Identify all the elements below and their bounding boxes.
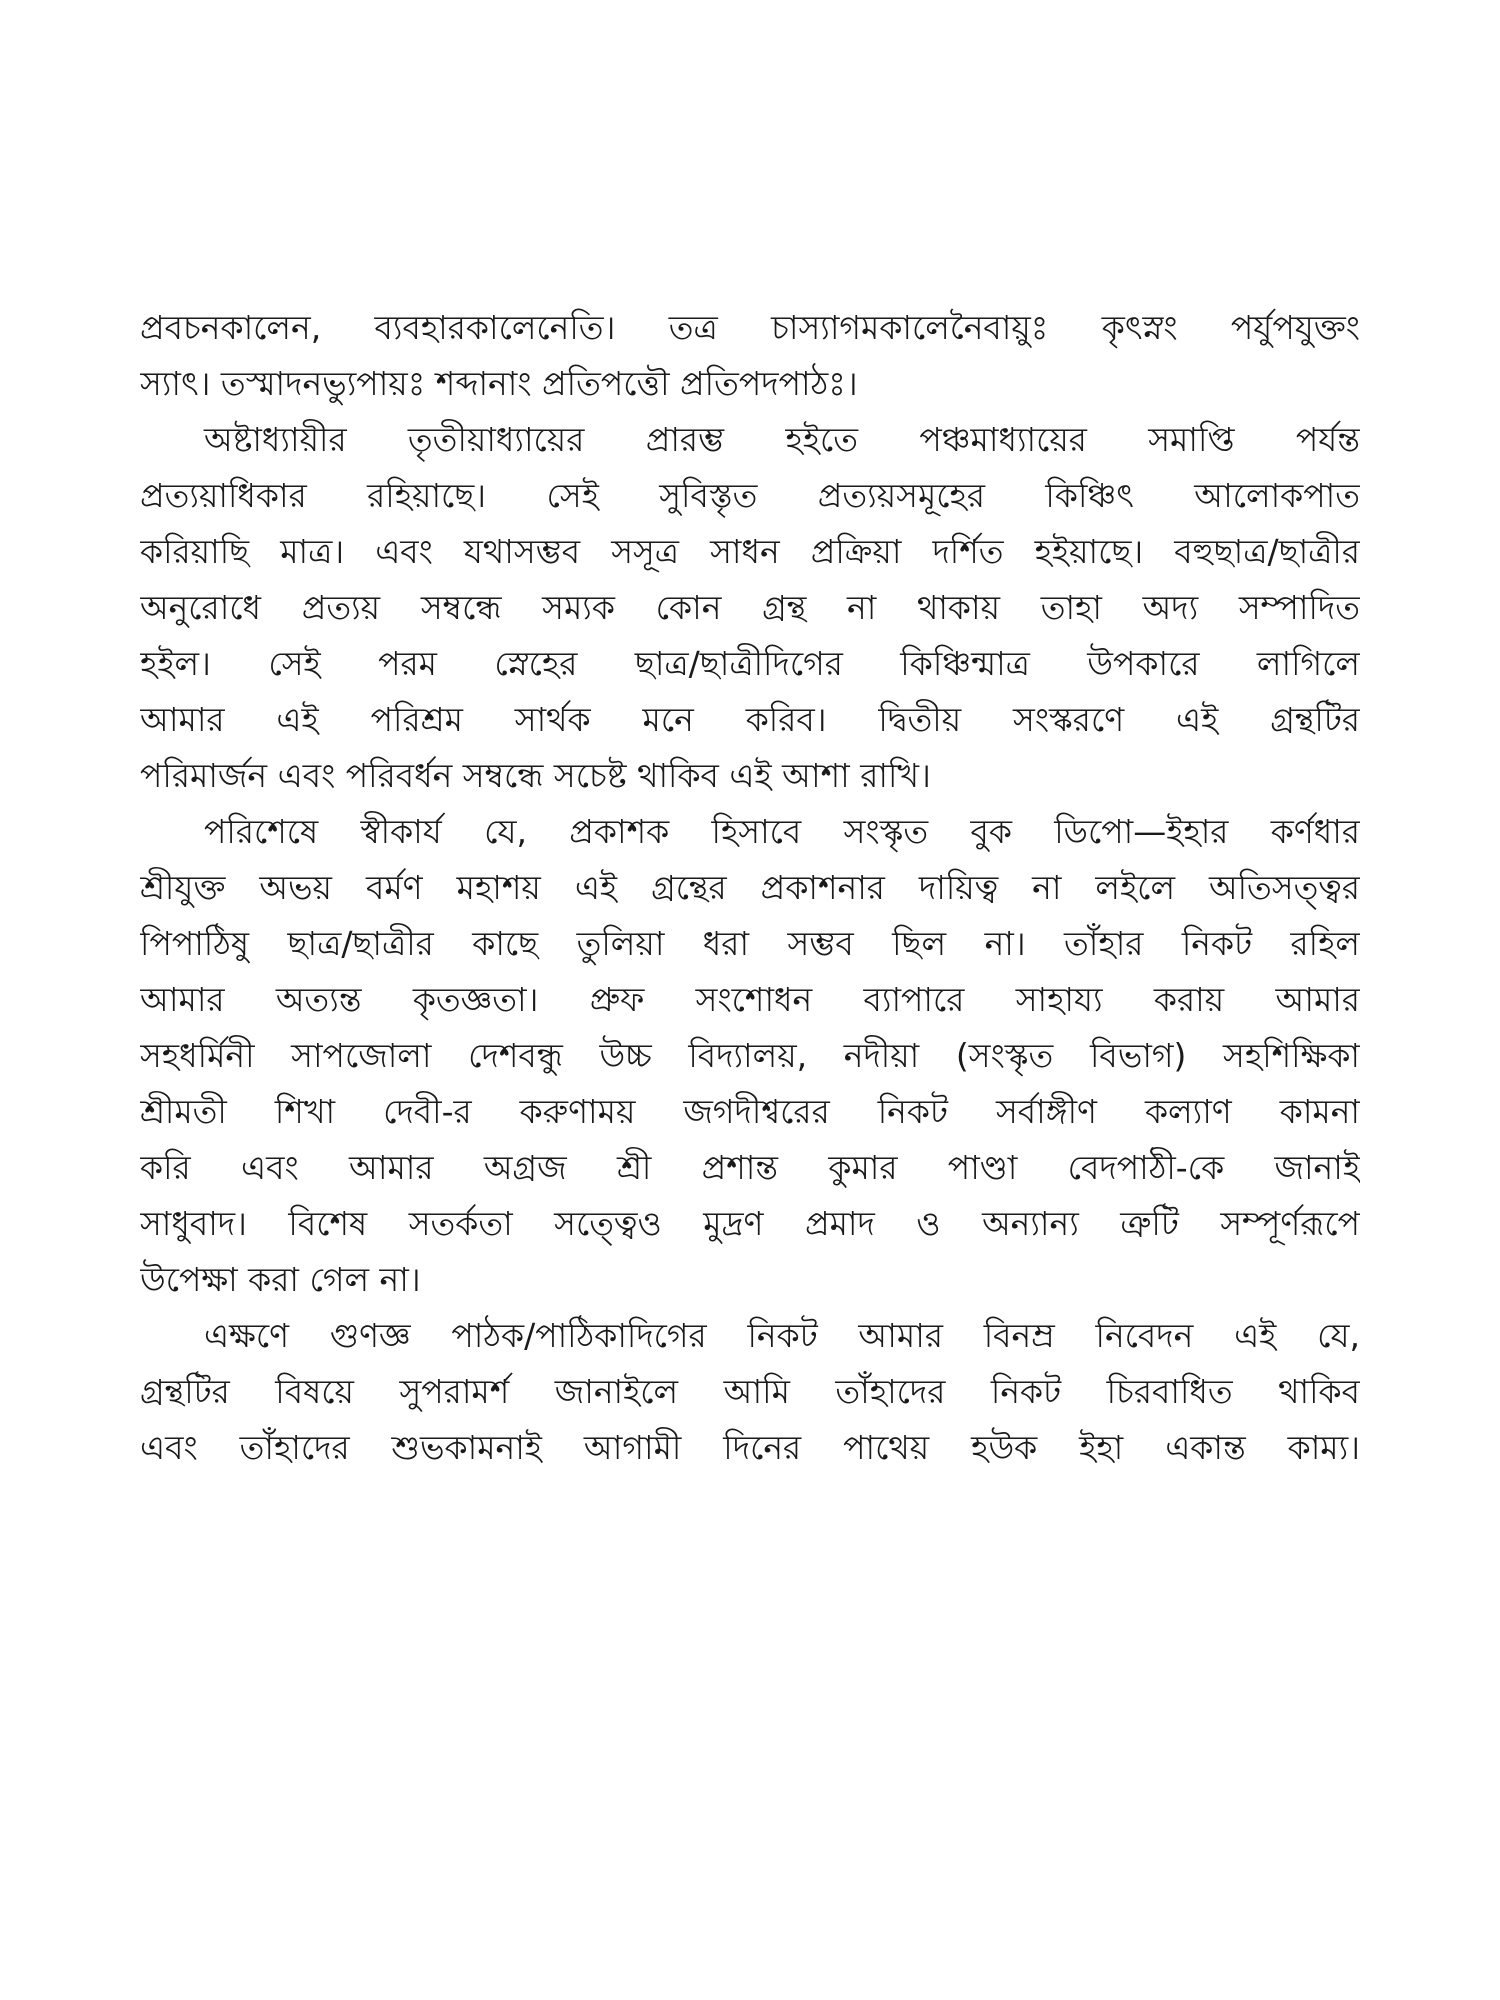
text-line: শ্রীমতী শিখা দেবী-র করুণাময় জগদীশ্বরের নিকট সর্বাঙ্গীণ কল্যাণ কামনা [140,1092,1360,1131]
text-line: আমার এই পরিশ্রম সার্থক মনে করিব। দ্বিতীয় সংস্করণে এই গ্রন্থটির [140,700,1360,739]
text-line: পরিমার্জন এবং পরিবর্ধন সম্বন্ধে সচেষ্ট থাকিব এই আশা রাখি। [140,756,931,795]
text-line: প্রত্যয়াধিকার রহিয়াছে। সেই সুবিস্তৃত প্রত্যয়সমূহের কিঞ্চিৎ আলোকপাত [140,476,1360,515]
text-line: শ্রীযুক্ত অভয় বর্মণ মহাশয় এই গ্রন্থের প্রকাশনার দায়িত্ব না লইলে অতিসত্ত্বর [140,868,1360,907]
text-line: পিপাঠিষু ছাত্র/ছাত্রীর কাছে তুলিয়া ধরা সম্ভব ছিল না। তাঁহার নিকট রহিল [140,924,1360,963]
text-line: করি এবং আমার অগ্রজ শ্রী প্রশান্ত কুমার পাণ্ডা বেদপাঠী-কে জানাই [140,1148,1360,1187]
text-line: এক্ষণে গুণজ্ঞ পাঠক/পাঠিকাদিগের নিকট আমার বিনম্র নিবেদন এই যে, [204,1316,1360,1355]
text-line: উপেক্ষা করা গেল না। [140,1260,421,1299]
text-line: সাধুবাদ। বিশেষ সতর্কতা সত্ত্বেও মুদ্রণ প্রমাদ ও অন্যান্য ত্রুটি সম্পূর্ণরূপে [140,1204,1360,1243]
paragraph-2 [140,412,1360,804]
text-line: অষ্টাধ্যায়ীর তৃতীয়াধ্যায়ের প্রারম্ভ হইতে পঞ্চমাধ্যায়ের সমাপ্তি পর্যন্ত [204,420,1360,459]
text-line: হইল। সেই পরম স্নেহের ছাত্র/ছাত্রীদিগের কিঞ্চিন্মাত্র উপকারে লাগিলে [140,644,1360,683]
paragraph-3 [140,804,1360,1308]
text-line: এবং তাঁহাদের শুভকামনাই আগামী দিনের পাথেয় হউক ইহা একান্ত কাম্য। [140,1428,1360,1467]
text-line: পরিশেষে স্বীকার্য যে, প্রকাশক হিসাবে সংস্কৃত বুক ডিপো—ইহার কর্ণধার [204,812,1360,851]
text-line: অনুরোধে প্রত্যয় সম্বন্ধে সম্যক কোন গ্রন্থ না থাকায় তাহা অদ্য সম্পাদিত [140,588,1360,627]
text-line: করিয়াছি মাত্র। এবং যথাসম্ভব সসূত্র সাধন প্রক্রিয়া দর্শিত হইয়াছে। বহুছাত্র/ছাত্রীর [140,532,1360,571]
text-line: প্রবচনকালেন, ব্যবহারকালেনেতি। তত্র চাস্যাগমকালেনৈবায়ুঃ কৃৎস্নং পর্যুপযুক্তং [140,308,1360,347]
text-line: সহধর্মিনী সাপজোলা দেশবন্ধু উচ্চ বিদ্যালয়, নদীয়া (সংস্কৃত বিভাগ) সহশিক্ষিকা [140,1036,1360,1075]
text-line: স্যাৎ। তস্মাদনভ্যুপায়ঃ শব্দানাং প্রতিপত্তৌ প্রতিপদপাঠঃ। [140,364,858,403]
document-page [140,300,1360,1800]
text-line: গ্রন্থটির বিষয়ে সুপরামর্শ জানাইলে আমি তাঁহাদের নিকট চিরবাধিত থাকিব [140,1372,1360,1411]
paragraph-4 [140,1308,1360,1476]
text-line: আমার অত্যন্ত কৃতজ্ঞতা। প্রুফ সংশোধন ব্যাপারে সাহায্য করায় আমার [140,980,1360,1019]
paragraph-1 [140,300,1360,412]
